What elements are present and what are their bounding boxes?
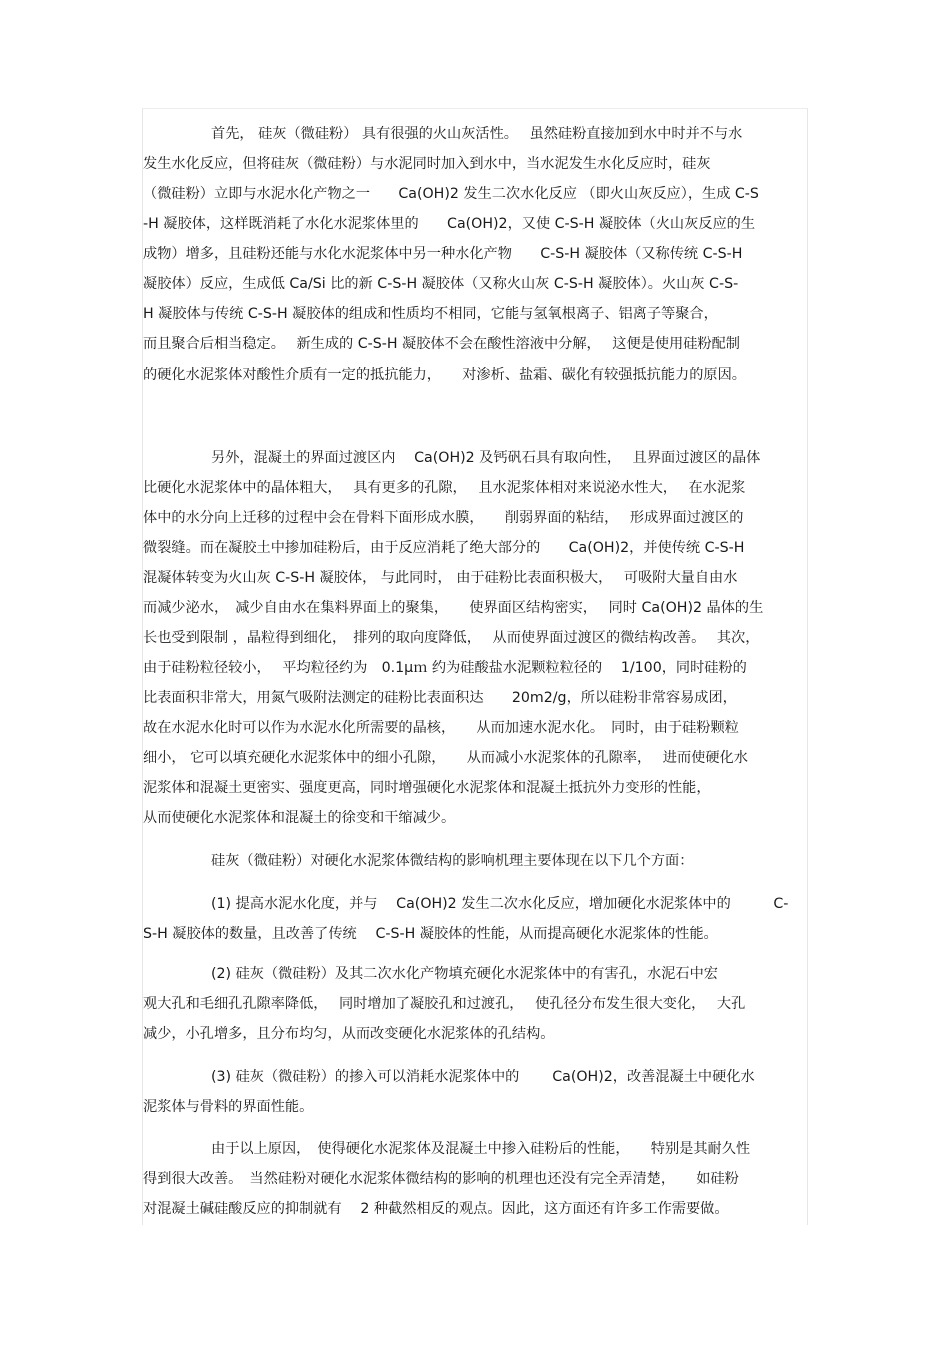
paragraph-1-line-7: H 凝胶体与传统 C-S-H 凝胶体的组成和性质均不相同，它能与氢氧根离子、铝离子等聚合，: [143, 306, 718, 322]
paragraph-1-line-6: 凝胶体）反应，生成低 Ca/Si 比的新 C-S-H 凝胶体（又称火山灰 C-S-H 凝胶体）。火山灰 C-S-: [143, 276, 739, 292]
paragraph-2-line-12: 泥浆体和混凝土更密实、强度更高，同时增强硬化水泥浆体和混凝土抵抗外力变形的性能，: [143, 780, 711, 796]
paragraph-2-line-2: 比硬化水泥浆体中的晶体粗大， 具有更多的孔隙， 且水泥浆体相对来说泌水性大， 在水泥浆: [143, 480, 746, 496]
paragraph-1-line-8: 而且聚合后相当稳定。 新生成的 C-S-H 凝胶体不会在酸性溶液中分解， 这便是使用硅粉配制: [143, 336, 740, 352]
paragraph-5-line-2: 观大孔和毛细孔孔隙率降低， 同时增加了凝胶孔和过渡孔， 使孔径分布发生很大变化， 大孔: [143, 996, 746, 1012]
paragraph-6-line-2: 泥浆体与骨料的界面性能。: [143, 1099, 314, 1115]
paragraph-2-line-10: 故在水泥水化时可以作为水泥水化所需要的晶核， 从而加速水泥水化。 同时，由于硅粉颗粒: [143, 720, 739, 736]
paragraph-2-line-9: 比表面积非常大，用氮气吸附法测定的硅粉比表面积达 20m2/g，所以硅粉非常容易成团，: [143, 690, 737, 706]
paragraph-2-line-3: 体中的水分向上迁移的过程中会在骨料下面形成水膜， 削弱界面的粘结， 形成界面过渡区的: [143, 510, 744, 526]
paragraph-2-line-11: 细小， 它可以填充硬化水泥浆体中的细小孔隙， 从而减小水泥浆体的孔隙率， 进而使硬化水: [143, 750, 748, 766]
paragraph-5-line-3: 减少，小孔增多，且分布均匀，从而改变硬化水泥浆体的孔结构。: [143, 1026, 555, 1042]
paragraph-2-line-8: 由于硅粉粒径较小， 平均粒径约为 0.1μｍ 约为硅酸盐水泥颗粒粒径的 1/100，同时硅粉的: [143, 660, 747, 676]
paragraph-7-line-2: 得到很大改善。 当然硅粉对硬化水泥浆体微结构的影响的机理也还没有完全弄清楚， 如硅粉: [143, 1171, 739, 1187]
paragraph-1-line-4: -H 凝胶体，这样既消耗了水化水泥浆体里的 Ca(OH)2，又使 C-S-H 凝胶体（火山灰反应的生: [143, 216, 756, 232]
paragraph-1-line-5: 成物）增多，且硅粉还能与水化水泥浆体中另一种水化产物 C-S-H 凝胶体（又称传统 C-S-H: [143, 246, 743, 262]
paragraph-5-line-1: (2) 硅灰（微硅粉）及其二次水化产物填充硬化水泥浆体中的有害孔，水泥石中宏: [211, 966, 718, 982]
paragraph-4-line-2: S-H 凝胶体的数量，且改善了传统 C-S-H 凝胶体的性能，从而提高硬化水泥浆体的性能。: [143, 926, 718, 942]
paragraph-6-line-1: (3) 硅灰（微硅粉）的掺入可以消耗水泥浆体中的 Ca(OH)2，改善混凝土中硬化水: [211, 1069, 755, 1085]
paragraph-7-line-3: 对混凝土碱硅酸反应的抑制就有 2 种截然相反的观点。因此，这方面还有许多工作需要做。: [143, 1201, 729, 1217]
paragraph-7-line-1: 由于以上原因， 使得硬化水泥浆体及混凝土中掺入硅粉后的性能， 特别是其耐久性: [211, 1141, 751, 1157]
paragraph-3-line-1: 硅灰（微硅粉）对硬化水泥浆体微结构的影响机理主要体现在以下几个方面：: [211, 853, 694, 869]
paragraph-2-line-6: 而减少泌水， 减少自由水在集料界面上的聚集， 使界面区结构密实， 同时 Ca(OH)2 晶体的生: [143, 600, 764, 616]
paragraph-2-line-4: 微裂缝。而在凝胶土中掺加硅粉后，由于反应消耗了绝大部分的 Ca(OH)2，并使传统 C-S-H: [143, 540, 745, 556]
paragraph-1-line-9: 的硬化水泥浆体对酸性介质有一定的抵抗能力， 对渗析、盐霜、碳化有较强抵抗能力的原因。: [143, 367, 746, 383]
paragraph-1-line-1: 首先， 硅灰（微硅粉） 具有很强的火山灰活性。 虽然硅粉直接加到水中时并不与水: [211, 126, 743, 142]
paragraph-1-line-2: 发生水化反应，但将硅灰（微硅粉）与水泥同时加入到水中，当水泥发生水化反应时，硅灰: [143, 156, 711, 172]
paragraph-1-line-3: （微硅粉）立即与水泥水化产物之一 Ca(OH)2 发生二次水化反应 （即火山灰反应），生成 C-S: [143, 186, 759, 202]
paragraph-2-line-1: 另外，混凝土的界面过渡区内 Ca(OH)2 及钙矾石具有取向性， 且界面过渡区的晶体: [211, 450, 761, 466]
paragraph-2-line-5: 混凝体转变为火山灰 C-S-H 凝胶体， 与此同时， 由于硅粉比表面积极大， 可吸附大量自由水: [143, 570, 738, 586]
paragraph-2-line-7: 长也受到限制 ，晶粒得到细化， 排列的取向度降低， 从而使界面过渡区的微结构改善。 其次，: [143, 630, 760, 646]
paragraph-4-line-1: (1) 提高水泥水化度，并与 Ca(OH)2 发生二次水化反应，增加硬化水泥浆体中的 C-: [211, 896, 789, 912]
paragraph-2-line-13: 从而使硬化水泥浆体和混凝土的徐变和干缩减少。: [143, 810, 456, 826]
